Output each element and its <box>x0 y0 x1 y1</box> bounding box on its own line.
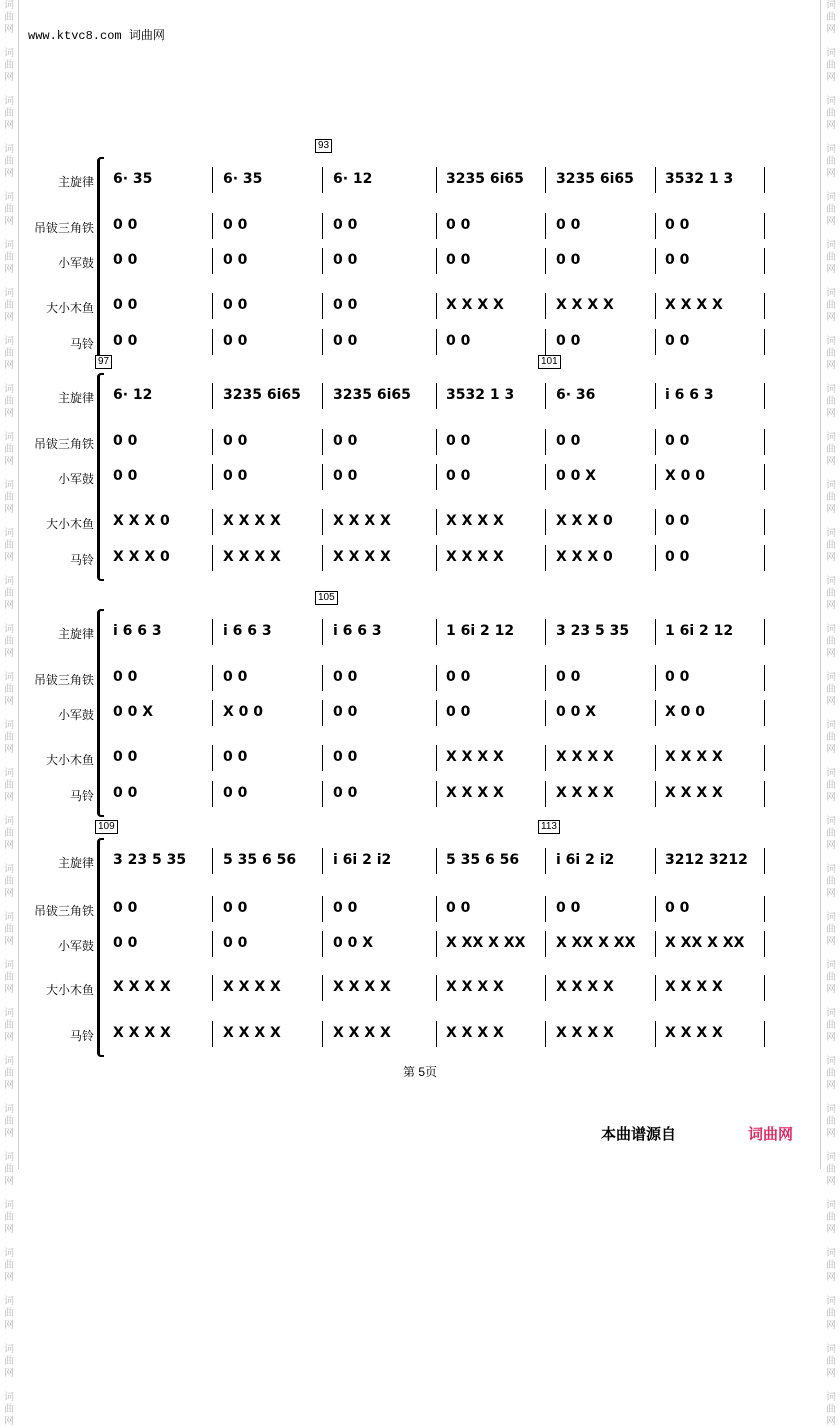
barline <box>212 665 213 691</box>
barline <box>212 509 213 535</box>
notation-cell: X X X X <box>665 785 723 801</box>
notation-cell: 0 0 <box>333 333 358 349</box>
instrument-label: 吊钹三角铁 <box>33 437 94 451</box>
site-name: 词曲网 <box>128 29 165 43</box>
barline <box>212 545 213 571</box>
notation-cell: 0 0 <box>665 333 690 349</box>
barline <box>764 248 765 274</box>
barline <box>655 619 656 645</box>
barline <box>655 1021 656 1047</box>
notation-cell: 0 0 <box>446 900 471 916</box>
barline <box>436 1021 437 1047</box>
barline <box>212 619 213 645</box>
instrument-label: 主旋律 <box>57 856 94 870</box>
notation-cell: X X X X <box>556 979 614 995</box>
barline <box>764 329 765 355</box>
barline <box>545 931 546 957</box>
barline <box>655 329 656 355</box>
measure-number: 105 <box>315 591 338 605</box>
barline <box>436 383 437 409</box>
notation-cell: i 6i 2 i2 <box>333 852 392 868</box>
notation-cell: 0 0 <box>665 549 690 565</box>
notation-cell: X X X 0 <box>556 549 613 565</box>
barline <box>212 700 213 726</box>
notation-cell: 0 0 <box>446 333 471 349</box>
notation-cell: 0 0 <box>333 704 358 720</box>
instrument-label: 吊钹三角铁 <box>33 673 94 687</box>
measure-number: 109 <box>95 820 118 834</box>
notation-cell: 0 0 <box>556 900 581 916</box>
barline <box>764 1021 765 1047</box>
instrument-label: 马铃 <box>69 1029 94 1043</box>
notation-cell: 0 0 <box>113 217 138 233</box>
barline <box>764 383 765 409</box>
notation-cell: X X X 0 <box>556 513 613 529</box>
notation-cell: 0 0 <box>333 749 358 765</box>
barline <box>764 619 765 645</box>
notation-cell: 0 0 <box>113 785 138 801</box>
notation-cell: i 6 6 3 <box>113 623 162 639</box>
notation-cell: 0 0 <box>223 749 248 765</box>
barline <box>655 248 656 274</box>
barline <box>322 167 323 193</box>
barline <box>764 745 765 771</box>
notation-cell: 6· 35 <box>113 171 153 187</box>
barline <box>436 213 437 239</box>
notation-cell: X X X X <box>556 1025 614 1041</box>
barline <box>764 848 765 874</box>
notation-cell: i 6i 2 i2 <box>556 852 615 868</box>
barline <box>545 213 546 239</box>
notation-cell: 0 0 X <box>333 935 374 951</box>
notation-cell: 0 0 <box>446 433 471 449</box>
right-watermark-strip: 词曲网 词曲网 词曲网 词曲网 词曲网 词曲网 词曲网 词曲网 词曲网 词曲网 词曲网 词曲网 词曲网 词曲网 词曲网 词曲网 词曲网 词曲网 词曲网 词曲网 词曲网 词曲网 词曲网 词曲网 词曲网 词曲网 词曲网 词曲网 词曲网 词曲网 <box>826 0 836 1427</box>
notation-cell: 6· 12 <box>113 387 153 403</box>
system-bracket <box>97 373 104 581</box>
notation-cell: X X X X <box>556 785 614 801</box>
barline <box>655 545 656 571</box>
barline <box>212 248 213 274</box>
barline <box>655 464 656 490</box>
barline <box>764 213 765 239</box>
notation-cell: X X X X <box>665 749 723 765</box>
barline <box>322 464 323 490</box>
notation-cell: X X X X <box>333 549 391 565</box>
notation-cell: X X X X <box>446 785 504 801</box>
notation-cell: X X X X <box>446 1025 504 1041</box>
barline <box>545 293 546 319</box>
instrument-label: 主旋律 <box>57 175 94 189</box>
notation-cell: 0 0 <box>446 704 471 720</box>
notation-cell: 0 0 <box>665 433 690 449</box>
notation-cell: X X X X <box>223 979 281 995</box>
notation-cell: X X X X <box>556 297 614 313</box>
instrument-label: 主旋律 <box>57 391 94 405</box>
barline <box>436 329 437 355</box>
barline <box>764 975 765 1001</box>
notation-cell: X X X X <box>113 1025 171 1041</box>
barline <box>436 167 437 193</box>
notation-cell: X 0 0 <box>665 704 706 720</box>
barline <box>212 167 213 193</box>
instrument-label: 大小木鱼 <box>45 301 94 315</box>
footer-source-label: 本曲谱源自 <box>601 1126 677 1143</box>
notation-cell: 0 0 <box>556 669 581 685</box>
barline <box>322 329 323 355</box>
barline <box>322 429 323 455</box>
notation-cell: 3 23 5 35 <box>556 623 630 639</box>
notation-cell: 0 0 <box>113 433 138 449</box>
barline <box>212 213 213 239</box>
barline <box>322 700 323 726</box>
barline <box>655 509 656 535</box>
barline <box>545 896 546 922</box>
notation-cell: 0 0 <box>223 433 248 449</box>
barline <box>655 383 656 409</box>
barline <box>322 848 323 874</box>
barline <box>322 781 323 807</box>
barline <box>764 931 765 957</box>
left-watermark-strip: 词曲网 词曲网 词曲网 词曲网 词曲网 词曲网 词曲网 词曲网 词曲网 词曲网 词曲网 词曲网 词曲网 词曲网 词曲网 词曲网 词曲网 词曲网 词曲网 词曲网 词曲网 词曲网 词曲网 词曲网 词曲网 词曲网 词曲网 词曲网 词曲网 词曲网 <box>4 0 14 1427</box>
notation-cell: X XX X XX <box>665 935 745 951</box>
notation-cell: 0 0 <box>665 252 690 268</box>
barline <box>212 896 213 922</box>
footer-brand-link[interactable]: 词曲网 <box>748 1126 794 1143</box>
barline <box>322 745 323 771</box>
notation-cell: X X X X <box>665 297 723 313</box>
instrument-label: 小军鼓 <box>57 472 94 486</box>
notation-cell: X X X X <box>223 513 281 529</box>
notation-cell: 0 0 <box>333 900 358 916</box>
barline <box>764 509 765 535</box>
notation-cell: 0 0 <box>556 252 581 268</box>
barline <box>545 429 546 455</box>
barline <box>322 665 323 691</box>
barline <box>322 213 323 239</box>
barline <box>212 931 213 957</box>
barline <box>322 248 323 274</box>
barline <box>212 429 213 455</box>
barline <box>655 975 656 1001</box>
notation-cell: X X X X <box>333 513 391 529</box>
barline <box>545 464 546 490</box>
barline <box>212 975 213 1001</box>
barline <box>322 545 323 571</box>
notation-cell: 0 0 <box>665 217 690 233</box>
instrument-label: 吊钹三角铁 <box>33 221 94 235</box>
barline <box>436 293 437 319</box>
notation-cell: X X X 0 <box>113 549 170 565</box>
notation-cell: 0 0 <box>113 669 138 685</box>
barline <box>545 781 546 807</box>
notation-cell: 0 0 <box>333 468 358 484</box>
notation-cell: 3 23 5 35 <box>113 852 187 868</box>
notation-cell: 5 35 6 56 <box>446 852 520 868</box>
barline <box>545 848 546 874</box>
measure-number: 113 <box>538 820 560 834</box>
notation-cell: 0 0 <box>665 900 690 916</box>
notation-cell: X X X 0 <box>113 513 170 529</box>
notation-cell: 0 0 <box>333 217 358 233</box>
barline <box>655 848 656 874</box>
barline <box>655 745 656 771</box>
notation-cell: 0 0 <box>223 468 248 484</box>
barline <box>764 429 765 455</box>
instrument-label: 大小木鱼 <box>45 983 94 997</box>
barline <box>764 293 765 319</box>
notation-cell: 5 35 6 56 <box>223 852 297 868</box>
barline <box>655 213 656 239</box>
notation-cell: 6· 35 <box>223 171 263 187</box>
notation-cell: X 0 0 <box>665 468 706 484</box>
barline <box>655 896 656 922</box>
notation-cell: 3235 6i65 <box>556 171 634 187</box>
notation-cell: 0 0 <box>333 252 358 268</box>
barline <box>545 383 546 409</box>
barline <box>322 293 323 319</box>
notation-cell: X X X X <box>556 749 614 765</box>
notation-cell: 6· 36 <box>556 387 596 403</box>
barline <box>322 509 323 535</box>
measure-number: 93 <box>315 139 332 153</box>
notation-cell: 3532 1 3 <box>446 387 515 403</box>
notation-cell: X XX X XX <box>446 935 526 951</box>
barline <box>212 464 213 490</box>
notation-cell: 0 0 <box>333 785 358 801</box>
barline <box>436 665 437 691</box>
barline <box>545 329 546 355</box>
instrument-label: 大小木鱼 <box>45 753 94 767</box>
barline <box>545 1021 546 1047</box>
notation-cell: 0 0 <box>665 669 690 685</box>
instrument-label: 马铃 <box>69 337 94 351</box>
system-bracket <box>97 609 104 817</box>
notation-cell: X X X X <box>446 749 504 765</box>
barline <box>436 848 437 874</box>
barline <box>212 1021 213 1047</box>
notation-cell: 1 6i 2 12 <box>665 623 734 639</box>
notation-cell: 0 0 <box>113 297 138 313</box>
barline <box>322 896 323 922</box>
notation-cell: X X X X <box>446 549 504 565</box>
notation-cell: X X X X <box>113 979 171 995</box>
site-url: www.ktvc8.com <box>28 29 122 43</box>
notation-cell: 3235 6i65 <box>333 387 411 403</box>
notation-cell: 0 0 <box>113 333 138 349</box>
barline <box>436 248 437 274</box>
notation-cell: X X X X <box>446 297 504 313</box>
notation-cell: 0 0 <box>446 252 471 268</box>
barline <box>655 700 656 726</box>
barline <box>436 896 437 922</box>
notation-cell: X XX X XX <box>556 935 636 951</box>
barline <box>545 545 546 571</box>
notation-cell: 3235 6i65 <box>223 387 301 403</box>
notation-cell: 0 0 <box>556 217 581 233</box>
notation-cell: 0 0 <box>665 513 690 529</box>
barline <box>212 329 213 355</box>
barline <box>655 429 656 455</box>
instrument-label: 吊钹三角铁 <box>33 904 94 918</box>
notation-cell: i 6 6 3 <box>333 623 382 639</box>
notation-cell: X X X X <box>333 979 391 995</box>
notation-cell: 0 0 <box>223 297 248 313</box>
notation-cell: 0 0 <box>223 217 248 233</box>
notation-cell: 0 0 <box>446 468 471 484</box>
barline <box>436 545 437 571</box>
notation-cell: 0 0 X <box>556 468 597 484</box>
notation-cell: 1 6i 2 12 <box>446 623 515 639</box>
barline <box>436 700 437 726</box>
system-bracket <box>97 157 104 365</box>
notation-cell: X X X X <box>223 1025 281 1041</box>
notation-cell: X X X X <box>665 979 723 995</box>
barline <box>655 931 656 957</box>
notation-cell: 0 0 <box>556 433 581 449</box>
notation-cell: X X X X <box>446 979 504 995</box>
notation-cell: 0 0 <box>333 297 358 313</box>
barline <box>212 781 213 807</box>
barline <box>545 665 546 691</box>
instrument-label: 小军鼓 <box>57 939 94 953</box>
notation-cell: 0 0 <box>556 333 581 349</box>
barline <box>212 848 213 874</box>
barline <box>545 619 546 645</box>
left-margin-line <box>18 0 19 1169</box>
notation-cell: 0 0 <box>223 252 248 268</box>
notation-cell: 0 0 <box>333 669 358 685</box>
right-margin-line <box>820 0 821 1169</box>
barline <box>436 745 437 771</box>
system-bracket <box>97 838 104 1057</box>
barline <box>764 700 765 726</box>
barline <box>322 1021 323 1047</box>
instrument-label: 主旋律 <box>57 627 94 641</box>
notation-cell: X 0 0 <box>223 704 264 720</box>
notation-cell: 0 0 X <box>113 704 154 720</box>
barline <box>764 781 765 807</box>
barline <box>545 509 546 535</box>
barline <box>436 464 437 490</box>
barline <box>545 700 546 726</box>
barline <box>436 931 437 957</box>
instrument-label: 马铃 <box>69 553 94 567</box>
instrument-label: 马铃 <box>69 789 94 803</box>
notation-cell: 0 0 <box>113 935 138 951</box>
barline <box>764 464 765 490</box>
notation-cell: i 6 6 3 <box>665 387 714 403</box>
site-header <box>28 26 165 43</box>
measure-number: 97 <box>95 355 112 369</box>
notation-cell: 3532 1 3 <box>665 171 734 187</box>
barline <box>436 509 437 535</box>
barline <box>655 167 656 193</box>
measure-number: 101 <box>538 355 561 369</box>
barline <box>322 975 323 1001</box>
notation-cell: X X X X <box>665 1025 723 1041</box>
barline <box>212 383 213 409</box>
barline <box>655 665 656 691</box>
barline <box>212 745 213 771</box>
notation-cell: X X X X <box>223 549 281 565</box>
barline <box>545 745 546 771</box>
barline <box>212 293 213 319</box>
notation-cell: 0 0 <box>223 900 248 916</box>
barline <box>436 619 437 645</box>
notation-cell: 0 0 <box>223 935 248 951</box>
barline <box>655 293 656 319</box>
notation-cell: 0 0 <box>446 217 471 233</box>
notation-cell: 0 0 <box>446 669 471 685</box>
notation-cell: 3235 6i65 <box>446 171 524 187</box>
notation-cell: 0 0 <box>333 433 358 449</box>
barline <box>545 167 546 193</box>
barline <box>322 931 323 957</box>
notation-cell: 0 0 <box>113 900 138 916</box>
notation-cell: 0 0 <box>223 785 248 801</box>
barline <box>545 975 546 1001</box>
page-number: 第 5页 <box>402 1065 437 1079</box>
notation-cell: 0 0 X <box>556 704 597 720</box>
instrument-label: 大小木鱼 <box>45 517 94 531</box>
notation-cell: 0 0 <box>223 669 248 685</box>
notation-cell: 0 0 <box>113 252 138 268</box>
notation-cell: X X X X <box>333 1025 391 1041</box>
notation-cell: 3212 3212 <box>665 852 748 868</box>
notation-cell: 6· 12 <box>333 171 373 187</box>
barline <box>764 167 765 193</box>
notation-cell: i 6 6 3 <box>223 623 272 639</box>
notation-cell: 0 0 <box>113 749 138 765</box>
notation-cell: 0 0 <box>113 468 138 484</box>
barline <box>436 781 437 807</box>
barline <box>436 429 437 455</box>
instrument-label: 小军鼓 <box>57 256 94 270</box>
barline <box>322 383 323 409</box>
barline <box>764 896 765 922</box>
barline <box>655 781 656 807</box>
barline <box>764 665 765 691</box>
notation-cell: X X X X <box>446 513 504 529</box>
barline <box>764 545 765 571</box>
barline <box>545 248 546 274</box>
barline <box>436 975 437 1001</box>
notation-cell: 0 0 <box>223 333 248 349</box>
instrument-label: 小军鼓 <box>57 708 94 722</box>
barline <box>322 619 323 645</box>
